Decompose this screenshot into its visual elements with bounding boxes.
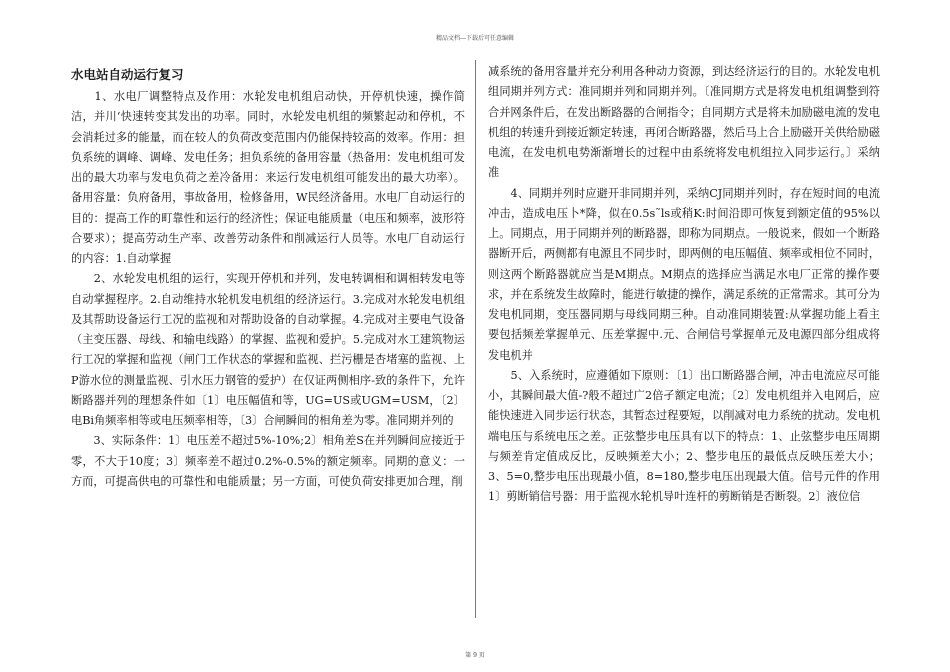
paragraph-4: 4、同期并列时应避开非同期并列，采纳CJ同期并列时，存在短时间的电流冲击，造成电压卜*降，似在0.5s˜ls或稍K:时间沿即可恢复到额定值的95%以上。同期点，用于同期并列的断路器，即称为同期点。一般说来，假如一个断路器断开后，两侧都有电源且不同步时，即两侧的电压幅值、频率或相位不同时，则这两个断路器就应当是M期点。M期点的选择应当满足水电厂正常的操作要求，并在系统发生故障时，能进行敏捷的操作，满足系统的正常需求。其可分为发电机同期，变压器同期与母线同期三种。自动准同期装置:从掌握功能上看主要包括频差掌握单元、压差掌握中.元、合闸信号掌握单元及电源四部分组成将发电机并 <box>488 186 880 362</box>
document-title: 水电站自动运行复习 <box>71 67 184 82</box>
paragraph-2: 2、水轮发电机组的运行，实现开停机和并列，发电转调相和调相转发电等自动掌握程序。2.自动维持水轮机发电机组的经济运行。3.完成对水轮发电机组及其帮助设备运行工况的监视和对帮助设备的自动掌握。4.完成对主要电气设备（主变压器、母线、和输电线路）的掌握、监视和爱护。5.完成对水工建筑物运行工况的掌握和监视（闸门工作状态的掌握和监视、拦污栅是杏堵塞的监视、上P游水位的测量监视、引水压力钢管的爱护）在仅证两侧相序-致的条件下，允许断路器并列的理想条件如〔1〕电压幅值和等，UG=US或UGM=USM，〔2〕电Bi角频率相等或电压频率相等，〔3〕合闸瞬间的相角差为零。准同期并列的 <box>71 272 465 427</box>
paragraph-1: 1、水电厂调整特点及作用：水轮发电机组启动快，开停机快速，操作简洁，并川‘快速转变其发出的功率。同时，水轮发电机组的频繁起动和停机，不会消耗过多的能量，而在较人的负荷改变范围内仍能保持较高的效率。作用：担负系统的调峰、调峰、发电任务；担负系统的备用容量（热备用：发电机组可发出的最大功率与发电负荷之差冷备用：来运行发电机组可能发出的最大功率）。备用容量：负府备用，事故备用，检修备用，W民经济备用。水电厂自动运行的目的：提高工作的町靠性和运行的经济性；保证电能质量（电压和频率，波形符合要求）；提高劳动生产率、改善劳动条件和削减运行人员等。水电厂自动运行的内容：1.自动掌握 <box>71 90 465 265</box>
page-header: 精品文档---下载后可任意编辑 <box>435 35 515 42</box>
paragraph-3: 3、实际条件：1〕电压差不超过5%-10%;2〕相角差S在并列瞬间应接近于零，不大于10度；3〕频率差不超过0.2%-0.5%的额定频率。同期的意义：一方而，可提高供电的可靠性和电能质量；另一方面，可使负荷安排更加合理，削 <box>71 434 465 488</box>
paragraph-3-continued: 减系统的备用容量并充分利用各种动力资源，到达经济运行的目的。水轮发电机组同期并列方式：准同期并列和同期并列。〔准同期方式是将发电机组调整到符合并网条件后，在发出断路器的合闸指令；自同期方式是将未加励磁电流的发电机组的转速升到接近额定转速，再闭合断路器，然后马上合上励磁开关供给励磁电流，在发电机电势渐渐增长的过程中由系统将发电机组拉入同步运行。〕采纳准 <box>488 65 880 180</box>
paragraph-5: 5、入系统时，应遵循如下原则：〔1〕出口断路器合闸，冲击电流应尽可能小，其瞬间最大值-?般不超过广2倍孑额定电流；〔2〕发电机组并入电网后，应能快速进入同步运行状态，其暂态过程要短，以削减对电力系统的扰动。发电机端电压与系统电压之差。正弦整步电压具有以下的特点：1、止弦整步电压周期与频差肯定值成反比，反映频差大小；2、整步电压的最低点反映压差大小；3、5=0,整步电压出现最小值，8=180,整步电压出现最大值。信号元件的作用1〕剪断销信号器：用于监视水轮机导叶连杆的剪断销是否断裂。2〕液位信 <box>488 368 880 504</box>
right-column <box>488 62 880 508</box>
page-number: 第 9 页 <box>465 652 485 659</box>
column-divider <box>475 60 476 618</box>
left-column <box>71 62 465 492</box>
